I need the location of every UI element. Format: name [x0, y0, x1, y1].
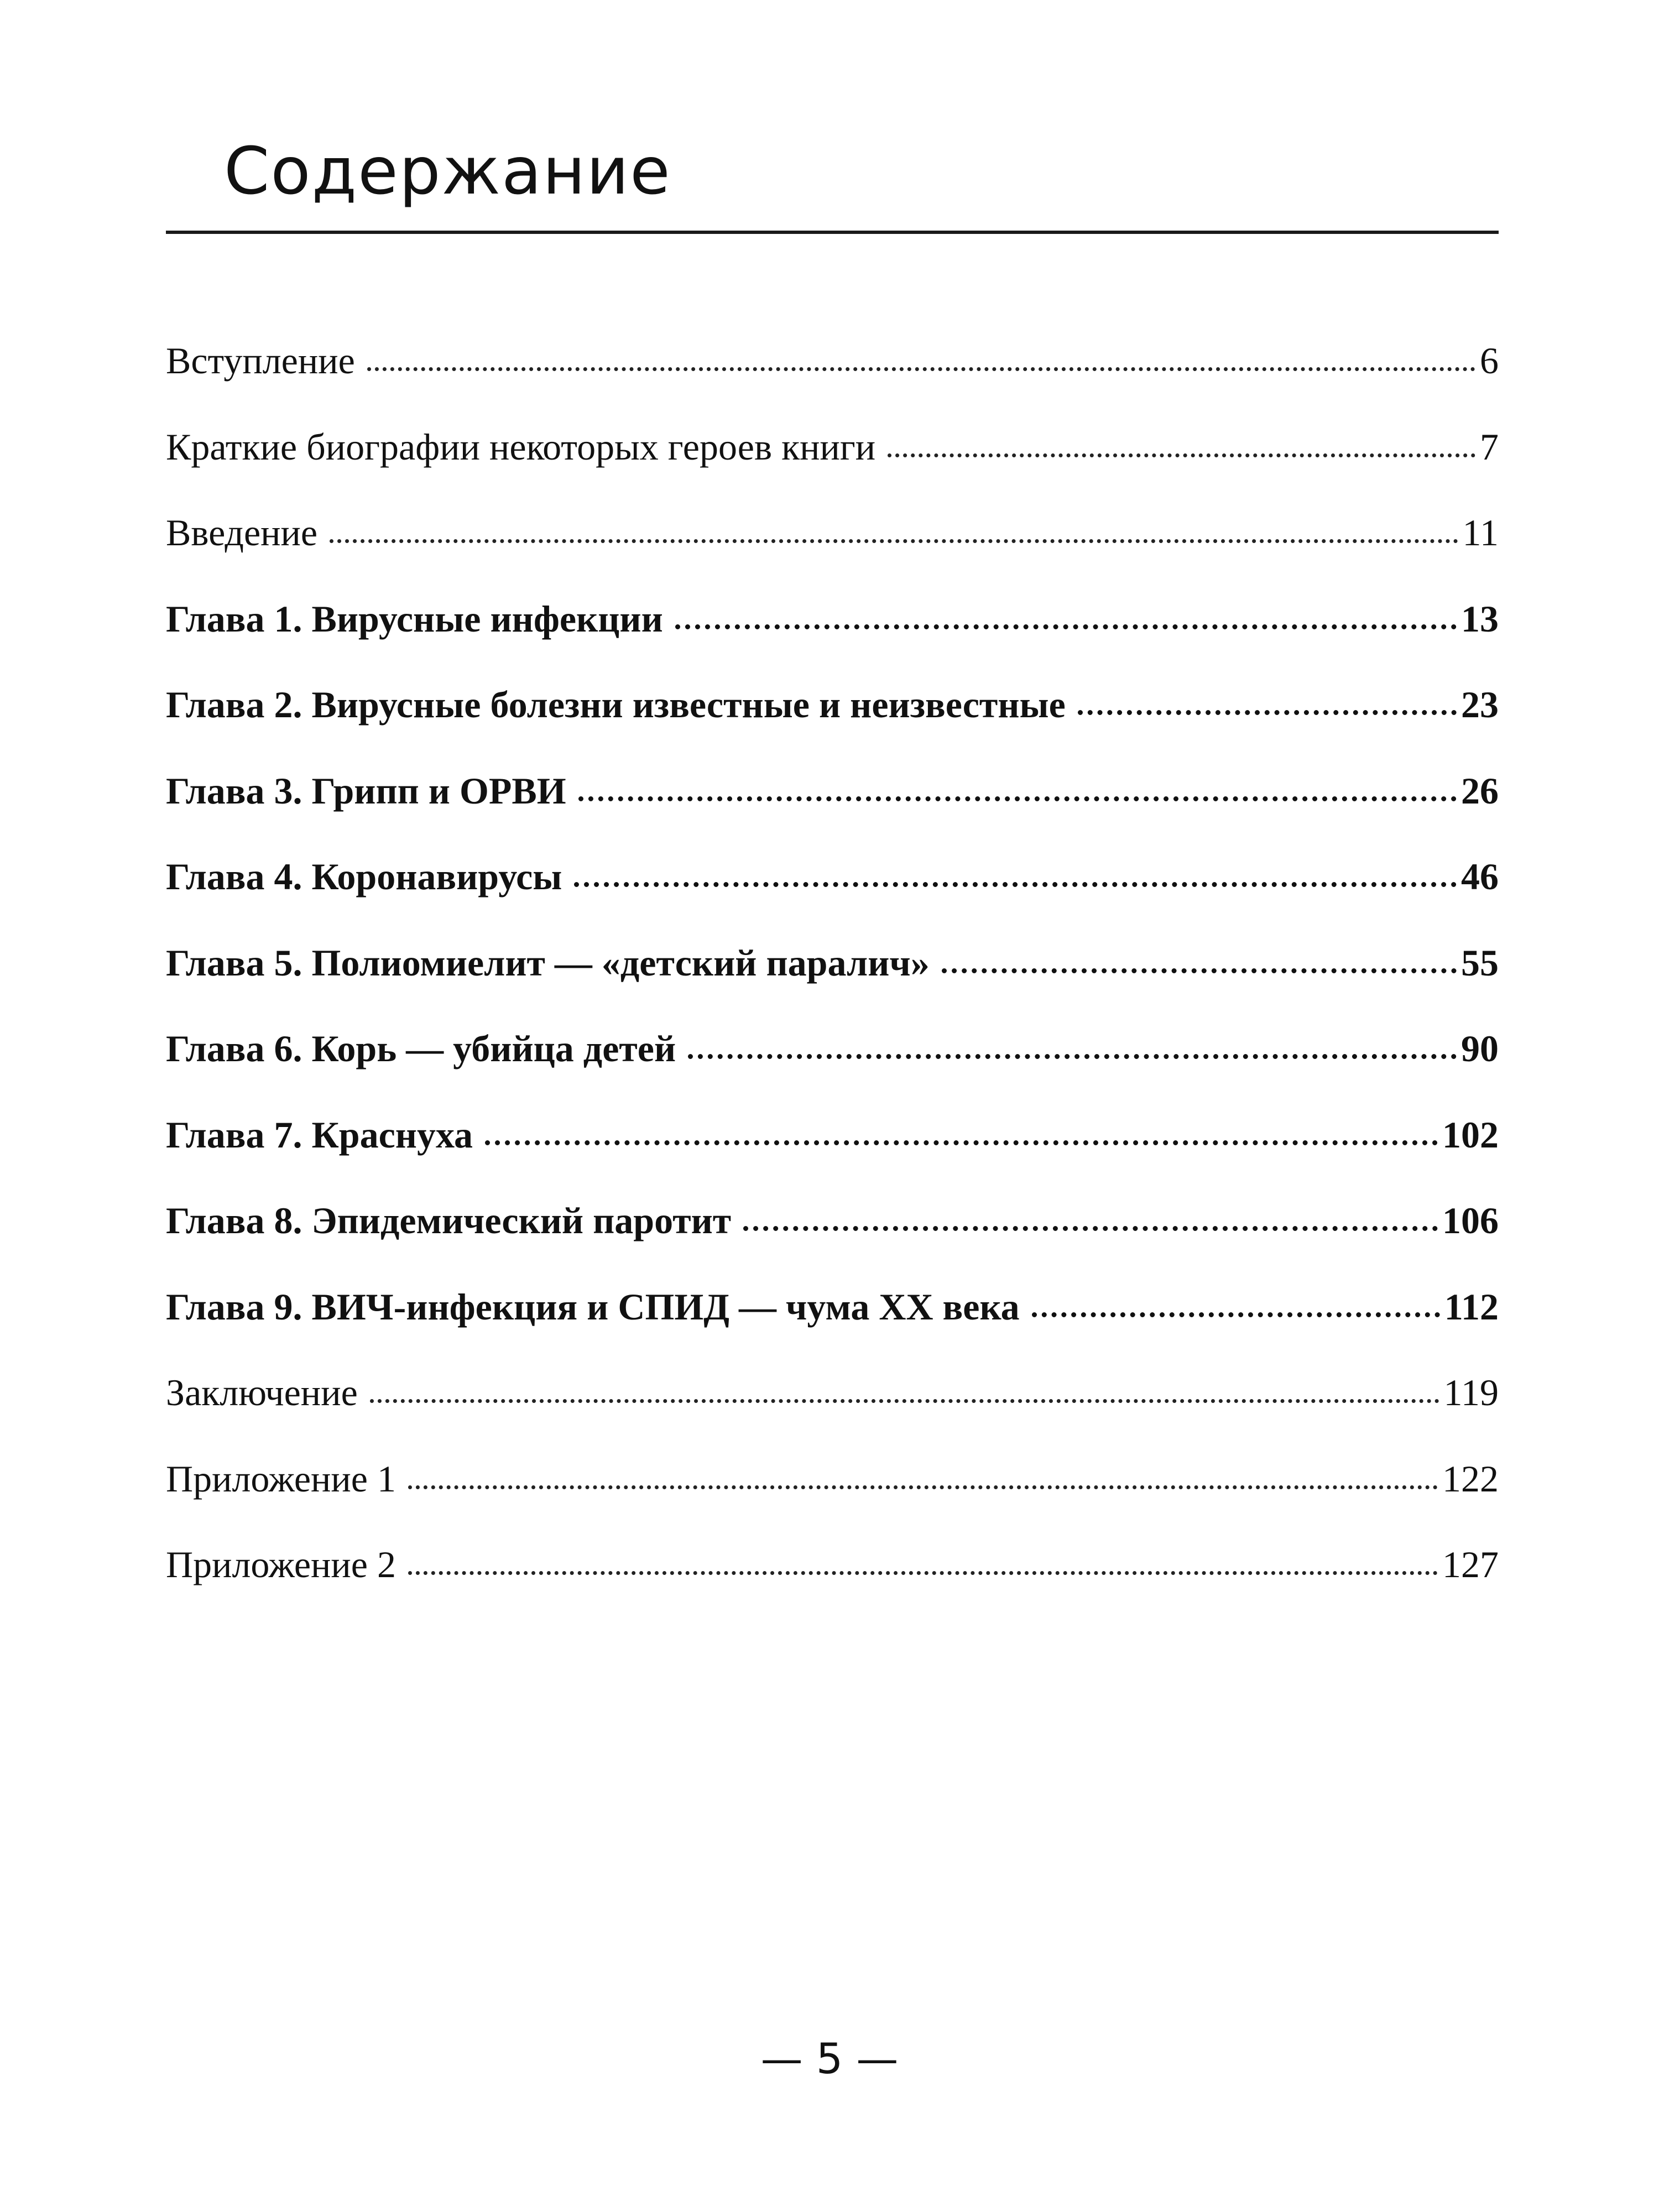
dot-leader: [1078, 710, 1457, 715]
toc-entry-title: Введение: [166, 512, 318, 554]
toc-entry-page: 23: [1461, 684, 1499, 726]
toc-entry-page: 102: [1442, 1113, 1499, 1156]
toc-entry[interactable]: [166, 934, 1499, 1020]
toc-entry-page: 13: [1461, 597, 1499, 640]
dot-leader: [688, 1054, 1457, 1059]
toc-entry[interactable]: [166, 848, 1499, 934]
toc-entry[interactable]: [166, 1106, 1499, 1192]
title-underline: [166, 231, 1499, 234]
dot-leader: [330, 539, 1458, 543]
toc-entry-page: 90: [1461, 1027, 1499, 1070]
toc-entry[interactable]: [166, 1020, 1499, 1106]
toc-entry-page: 11: [1462, 512, 1499, 554]
toc-entry[interactable]: [166, 418, 1499, 504]
dot-leader: [408, 1571, 1438, 1575]
toc-entry-page: 6: [1480, 340, 1499, 382]
toc-entry-page: 127: [1442, 1543, 1499, 1585]
page-title: Содержание: [224, 133, 671, 209]
toc-entry-title: Глава 1. Вирусные инфекции: [166, 597, 663, 640]
toc-entry-page: 46: [1461, 855, 1499, 898]
toc-entry-page: 55: [1461, 941, 1499, 984]
toc-entry-title: Глава 6. Корь — убийца детей: [166, 1027, 676, 1070]
toc-entry[interactable]: [166, 1364, 1499, 1450]
toc-entry[interactable]: [166, 332, 1499, 418]
dot-leader: [942, 968, 1457, 973]
toc-entry[interactable]: [166, 762, 1499, 848]
dot-leader: [408, 1485, 1438, 1489]
toc-entry-title: Заключение: [166, 1371, 358, 1413]
toc-entry-page: 112: [1444, 1285, 1499, 1328]
toc-entry-title: Приложение 1: [166, 1457, 396, 1500]
toc-entry[interactable]: [166, 676, 1499, 762]
toc-entry-title: Глава 4. Коронавирусы: [166, 855, 562, 898]
toc-entry-page: 26: [1461, 769, 1499, 812]
toc-entry-page: 119: [1443, 1371, 1499, 1413]
toc-entry-title: Глава 7. Краснуха: [166, 1113, 473, 1156]
dot-leader: [743, 1226, 1438, 1231]
toc-entry[interactable]: [166, 1536, 1499, 1622]
toc-entry-title: Глава 3. Грипп и ОРВИ: [166, 769, 566, 812]
dot-leader: [888, 453, 1475, 457]
dot-leader: [675, 624, 1457, 629]
toc-entry-title: Приложение 2: [166, 1543, 396, 1585]
toc-entry[interactable]: [166, 1450, 1499, 1536]
dot-leader: [574, 882, 1457, 887]
toc-entry-title: Глава 2. Вирусные болезни известные и неизвестные: [166, 684, 1066, 726]
dot-leader: [485, 1140, 1438, 1145]
toc-entry-title: Краткие биографии некоторых героев книги: [166, 425, 876, 468]
toc-entry-title: Глава 9. ВИЧ-инфекция и СПИД — чума XX века: [166, 1285, 1020, 1328]
toc-entry[interactable]: [166, 590, 1499, 676]
toc-entry[interactable]: [166, 1192, 1499, 1278]
dot-leader: [1032, 1312, 1440, 1317]
toc-entry-page: 122: [1442, 1457, 1499, 1500]
toc-entry[interactable]: [166, 504, 1499, 590]
page-number: — 5 —: [760, 2034, 899, 2083]
toc-entry-title: Глава 8. Эпидемический паротит: [166, 1199, 732, 1241]
dot-leader: [370, 1399, 1439, 1403]
table-of-contents: [166, 332, 1499, 1622]
toc-entry-page: 106: [1442, 1199, 1499, 1241]
toc-entry[interactable]: [166, 1278, 1499, 1364]
dot-leader: [578, 796, 1457, 801]
toc-entry-title: Вступление: [166, 340, 355, 382]
toc-entry-page: 7: [1480, 425, 1499, 468]
toc-entry-title: Глава 5. Полиомиелит — «детский паралич»: [166, 941, 930, 984]
dot-leader: [367, 367, 1475, 371]
